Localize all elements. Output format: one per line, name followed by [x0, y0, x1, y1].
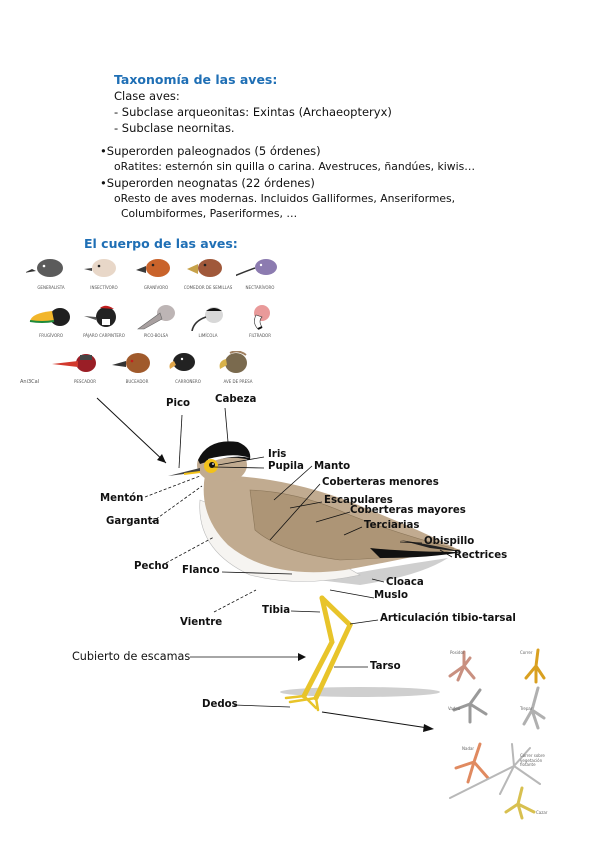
- bird-head-icon: [26, 303, 76, 331]
- arrow-head-icon: [298, 653, 306, 661]
- beak-label: INSECTÍVORO: [90, 285, 118, 290]
- bullet-icon: •: [100, 176, 107, 190]
- bullet-icon: •: [100, 144, 107, 158]
- label-menton: Mentón: [100, 493, 144, 504]
- bird-feet-icon: [440, 648, 552, 820]
- watermark-logo: Ani3Cal: [20, 379, 40, 385]
- superorder-sub: [114, 159, 475, 175]
- bird-head-icon: [184, 303, 234, 331]
- beak-raptor: [212, 351, 262, 379]
- beak-label: PÁJARO CARPINTERO: [83, 333, 125, 338]
- label-tibia: Tibia: [262, 605, 291, 616]
- label-rectrices: Rectrices: [454, 550, 508, 561]
- beak-seed-eater: [184, 255, 234, 283]
- superorder-sub-text: Resto de aves modernas. Incluidos Galliformes, Anseriformes,: [120, 192, 456, 205]
- taxonomy-line: Clase aves:: [114, 89, 180, 103]
- bird-head-icon: [160, 351, 210, 375]
- taxonomy-line: - Subclase arqueonitas: Exintas (Archaeopteryx): [114, 105, 392, 119]
- body-heading: El cuerpo de las aves:: [84, 236, 238, 251]
- beak-insectivore: [80, 255, 130, 283]
- taxonomy-line: - Subclase neornitas.: [114, 121, 235, 135]
- arrow-line: [322, 712, 428, 728]
- eye-highlight: [212, 463, 214, 465]
- beak-label: GENERALISTA: [37, 285, 65, 290]
- label-cubierto: Cubierto de escamas: [72, 650, 191, 663]
- bird-head-icon: [80, 255, 130, 279]
- label-muslo: Muslo: [374, 590, 408, 601]
- label-dedos: Dedos: [202, 699, 238, 710]
- bird-head-icon: [132, 303, 182, 331]
- superorder-title: Superorden paleognados (5 órdenes): [106, 144, 321, 158]
- label-coberteras-menores: Coberteras menores: [322, 477, 439, 488]
- beak-label: BUCEADOR: [125, 379, 149, 384]
- beak-label: GRANÍVORO: [143, 285, 169, 290]
- foot-label: Correr sobre vegetación flotante: [520, 753, 545, 767]
- toes: [286, 696, 318, 710]
- feet-types-figure: [440, 648, 552, 820]
- bird-head-icon: [184, 255, 234, 279]
- beak-pouch: [132, 303, 182, 335]
- label-pico: Pico: [166, 398, 190, 409]
- circle-bullet-icon: o: [114, 192, 121, 205]
- foot-label: Posidor: [450, 650, 465, 655]
- arrow-line: [97, 398, 166, 463]
- superorder-sub: [114, 191, 455, 207]
- beak-label: NECTARÍVORO: [245, 285, 275, 290]
- label-escapulares: Escapulares: [324, 495, 393, 506]
- superorder-sub-cont: Columbiformes, Paseriformes, …: [121, 207, 298, 220]
- taxonomy-heading: Taxonomía de las aves:: [114, 72, 278, 87]
- superorder-sub-text: Ratites: esternón sin quilla o carina. Avestruces, ñandúes, kiwis…: [120, 160, 476, 173]
- label-pecho: Pecho: [134, 561, 169, 572]
- beak-label: FILTRADOR: [249, 333, 271, 338]
- label-manto: Manto: [314, 461, 351, 472]
- label-cloaca: Cloaca: [386, 577, 424, 588]
- label-flanco: Flanco: [182, 565, 220, 576]
- foot-label: Correr: [520, 650, 533, 655]
- bird-head-icon: [52, 351, 102, 375]
- label-terciarias: Terciarias: [364, 520, 420, 531]
- beak-filter: [236, 303, 286, 335]
- bird-head-icon: [212, 351, 262, 375]
- beak-label: PICO-BOLSA: [143, 333, 169, 338]
- label-garganta: Garganta: [106, 516, 160, 527]
- label-pupila: Pupila: [268, 461, 304, 472]
- beak-types-figure: [14, 255, 284, 390]
- beak-label: COMEDOR DE SEMILLAS: [183, 285, 233, 290]
- legs: [304, 598, 350, 698]
- foot-label: Cazar: [536, 810, 548, 815]
- beak-label: CARROÑERO: [175, 379, 201, 384]
- label-tarso: Tarso: [370, 661, 401, 672]
- superorder-title: Superorden neognatas (22 órdenes): [106, 176, 315, 190]
- beak-frugivore: [26, 303, 76, 335]
- beak-label: PESCADOR: [73, 379, 96, 384]
- foot-label: Vadeo: [448, 706, 461, 711]
- label-vientre: Vientre: [180, 617, 223, 628]
- beak-wader: [184, 303, 234, 335]
- bird-head-icon: [236, 255, 286, 279]
- beak-woodpecker: [80, 303, 130, 335]
- beak-label: FRUGÍVORO: [38, 333, 64, 338]
- bird-head-icon: [80, 303, 130, 331]
- beak-label: LIMÍCOLA: [198, 333, 218, 338]
- foot-label: Trepar: [520, 706, 533, 711]
- beak-nectarivore: [236, 255, 286, 283]
- label-coberteras-mayores: Coberteras mayores: [350, 505, 466, 516]
- beak-generalist: [26, 255, 76, 283]
- beak-granivore: [132, 255, 182, 283]
- bird-head-icon: [26, 255, 76, 279]
- beak-diver: [108, 351, 158, 379]
- foot-label: Nadar: [462, 746, 475, 751]
- bird-head-icon: [236, 303, 286, 331]
- beak-label: AVE DE PRESA: [223, 379, 253, 384]
- bird-head-icon: [108, 351, 158, 375]
- label-obispillo: Obispillo: [424, 536, 475, 547]
- label-cabeza: Cabeza: [215, 394, 257, 405]
- beak-scavenger: [160, 351, 210, 379]
- label-articulacion: Articulación tibio-tarsal: [380, 613, 516, 624]
- label-iris: Iris: [268, 449, 287, 460]
- beak-fisher: [52, 351, 102, 379]
- superorder-item: [100, 175, 315, 191]
- circle-bullet-icon: o: [114, 160, 121, 173]
- bird-head-icon: [132, 255, 182, 279]
- arrow-head-icon: [423, 724, 434, 732]
- superorder-item: [100, 143, 321, 159]
